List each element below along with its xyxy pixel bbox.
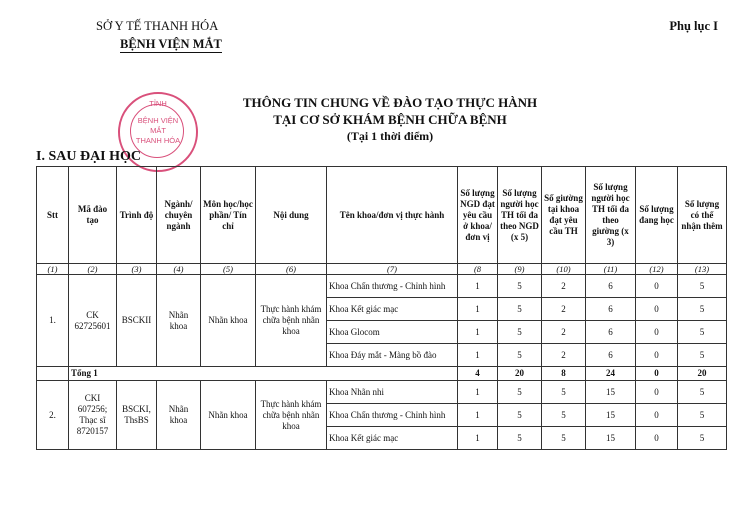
subject-cell: Nhãn khoa (201, 381, 256, 450)
column-number: (7) (327, 264, 458, 275)
header-cell: Môn học/học phần/ Tín chỉ (201, 167, 256, 264)
unit-cell: Khoa Chấn thương - Chỉnh hình (327, 404, 458, 427)
value-cell: 1 (458, 404, 498, 427)
value-cell: 5 (678, 427, 727, 450)
value-cell: 5 (498, 275, 542, 298)
column-number: (10) (542, 264, 586, 275)
org-name-hospital: BỆNH VIỆN MẮT (120, 37, 222, 51)
total-value: 0 (636, 367, 678, 381)
training-table (36, 166, 727, 450)
column-number: (5) (201, 264, 256, 275)
header-cell: Số lượng NGD đạt yêu cầu ở khoa/ đơn vị (458, 167, 498, 264)
column-number: (4) (157, 264, 201, 275)
stt-cell: 2. (37, 381, 69, 450)
column-number-row (37, 264, 727, 275)
header-cell: Ngành/ chuyên ngành (157, 167, 201, 264)
subject-cell: Nhãn khoa (201, 275, 256, 367)
unit-cell: Khoa Chấn thương - Chỉnh hình (327, 275, 458, 298)
value-cell: 2 (542, 344, 586, 367)
value-cell: 5 (498, 344, 542, 367)
column-number: (1) (37, 264, 69, 275)
section-title: I. SAU ĐẠI HỌC (36, 149, 142, 164)
unit-cell: Khoa Kết giác mạc (327, 298, 458, 321)
total-label: Tổng 1 (69, 367, 458, 381)
value-cell: 15 (586, 404, 636, 427)
value-cell: 6 (586, 321, 636, 344)
org-name-department: SỞ Y TẾ THANH HÓA (96, 19, 219, 33)
value-cell: 5 (678, 321, 727, 344)
stt-cell: 1. (37, 275, 69, 367)
total-value: 20 (678, 367, 727, 381)
total-blank (37, 367, 69, 381)
stamp-line-3: THANH HÓA (135, 136, 181, 145)
value-cell: 6 (586, 275, 636, 298)
header-cell: Số lượng người học TH tối đa theo giường (x 3) (586, 167, 636, 264)
major-cell: Nhãn khoa (157, 381, 201, 450)
unit-cell: Khoa Đáy mắt - Màng bồ đào (327, 344, 458, 367)
unit-cell: Khoa Nhãn nhi (327, 381, 458, 404)
code-cell: CK 62725601 (69, 275, 117, 367)
total-row (37, 367, 727, 381)
value-cell: 1 (458, 298, 498, 321)
total-value: 20 (498, 367, 542, 381)
column-number: (2) (69, 264, 117, 275)
value-cell: 0 (636, 427, 678, 450)
header-cell: Số lượng có thể nhận thêm (678, 167, 727, 264)
total-value: 8 (542, 367, 586, 381)
stamp-top-text: TỈNH (149, 99, 167, 108)
value-cell: 1 (458, 344, 498, 367)
stamp-line-1: BỆNH VIỆN (137, 116, 179, 125)
value-cell: 0 (636, 404, 678, 427)
header-cell: Stt (37, 167, 69, 264)
value-cell: 5 (498, 404, 542, 427)
table-row (37, 275, 727, 298)
value-cell: 0 (636, 381, 678, 404)
value-cell: 5 (678, 298, 727, 321)
appendix-label: Phụ lục I (669, 19, 718, 33)
level-cell: BSCKII (117, 275, 157, 367)
value-cell: 5 (498, 298, 542, 321)
level-cell: BSCKI, ThsBS (117, 381, 157, 450)
header-cell: Trình độ (117, 167, 157, 264)
value-cell: 5 (678, 275, 727, 298)
content-cell: Thực hành khám chữa bệnh nhãn khoa (256, 275, 327, 367)
column-number: (13) (678, 264, 727, 275)
value-cell: 2 (542, 321, 586, 344)
column-number: (11) (586, 264, 636, 275)
value-cell: 5 (678, 381, 727, 404)
value-cell: 5 (542, 381, 586, 404)
total-value: 24 (586, 367, 636, 381)
value-cell: 6 (586, 344, 636, 367)
doc-title-note: (Tại 1 thời điểm) (346, 129, 434, 143)
column-number: (3) (117, 264, 157, 275)
major-cell: Nhãn khoa (157, 275, 201, 367)
value-cell: 1 (458, 275, 498, 298)
value-cell: 2 (542, 275, 586, 298)
table-row (37, 381, 727, 404)
content-cell: Thực hành khám chữa bệnh nhãn khoa (256, 381, 327, 450)
value-cell: 5 (542, 427, 586, 450)
value-cell: 1 (458, 381, 498, 404)
code-cell: CKI 607256; Thạc sĩ 8720157 (69, 381, 117, 450)
unit-cell: Khoa Kết giác mạc (327, 427, 458, 450)
total-value: 4 (458, 367, 498, 381)
stamp-line-2: MẮT (150, 126, 166, 135)
doc-title-line2: TẠI CƠ SỞ KHÁM BỆNH CHỮA BỆNH (273, 112, 507, 127)
column-number: (8 (458, 264, 498, 275)
value-cell: 2 (542, 298, 586, 321)
value-cell: 5 (498, 321, 542, 344)
value-cell: 0 (636, 298, 678, 321)
value-cell: 15 (586, 381, 636, 404)
value-cell: 5 (678, 404, 727, 427)
unit-cell: Khoa Glocom (327, 321, 458, 344)
value-cell: 0 (636, 321, 678, 344)
column-number: (12) (636, 264, 678, 275)
header-cell: Nội dung (256, 167, 327, 264)
value-cell: 5 (498, 381, 542, 404)
header-cell: Số lượng người học TH tối đa theo NGD (x 5) (498, 167, 542, 264)
column-number: (6) (256, 264, 327, 275)
header-cell: Mã đào tạo (69, 167, 117, 264)
value-cell: 15 (586, 427, 636, 450)
value-cell: 5 (542, 404, 586, 427)
column-number: (9) (498, 264, 542, 275)
table-header-row (37, 167, 727, 264)
value-cell: 1 (458, 427, 498, 450)
value-cell: 0 (636, 275, 678, 298)
header-cell: Tên khoa/đơn vị thực hành (327, 167, 458, 264)
value-cell: 5 (498, 427, 542, 450)
header-cell: Số lượng đang học (636, 167, 678, 264)
value-cell: 1 (458, 321, 498, 344)
value-cell: 0 (636, 344, 678, 367)
value-cell: 6 (586, 298, 636, 321)
value-cell: 5 (678, 344, 727, 367)
header-cell: Số giường tại khoa đạt yêu cầu TH (542, 167, 586, 264)
doc-title-line1: THÔNG TIN CHUNG VỀ ĐÀO TẠO THỰC HÀNH (242, 95, 538, 110)
